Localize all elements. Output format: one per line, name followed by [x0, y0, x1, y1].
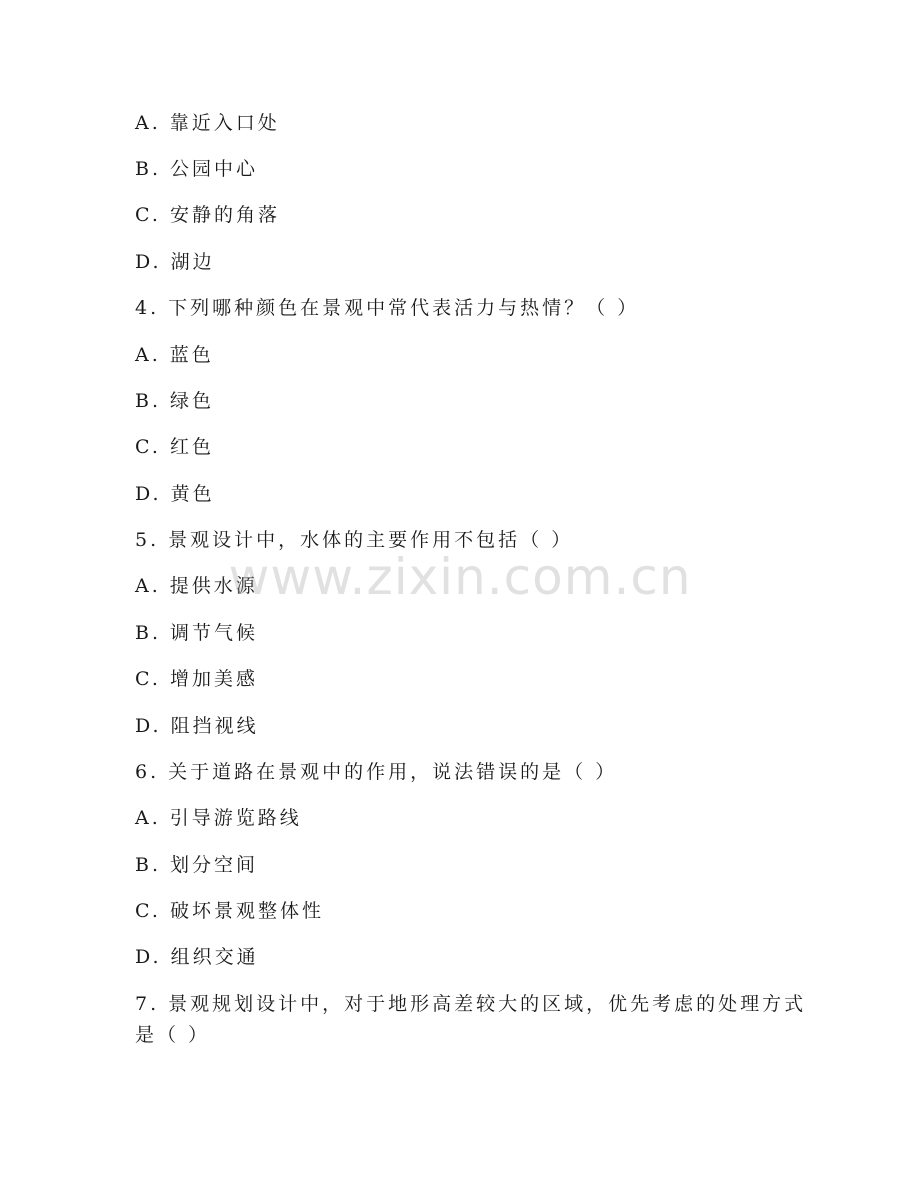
q5-option-c: C. 增加美感 — [135, 668, 258, 690]
q5-option-b: B. 调节气候 — [135, 622, 259, 644]
q3-option-b: B. 公园中心 — [135, 158, 259, 180]
question-7-continued: 是（ ） — [135, 1024, 211, 1046]
q3-option-c: C. 安静的角落 — [135, 204, 280, 226]
q4-option-b: B. 绿色 — [135, 390, 215, 412]
question-4: 4. 下列哪种颜色在景观中常代表活力与热情？（ ） — [135, 297, 640, 319]
q3-option-a: A. 靠近入口处 — [135, 112, 280, 134]
question-7: 7. 景观规划设计中，对于地形高差较大的区域，优先考虑的处理方式 — [135, 993, 807, 1015]
q3-option-d: D. 湖边 — [135, 251, 215, 273]
question-6: 6. 关于道路在景观中的作用，说法错误的是（ ） — [135, 761, 618, 783]
q6-option-d: D. 组织交通 — [135, 946, 259, 968]
watermark: www.zixin.com.cn — [228, 548, 692, 606]
q5-option-a: A. 提供水源 — [135, 575, 258, 597]
q6-option-b: B. 划分空间 — [135, 854, 259, 876]
q4-option-a: A. 蓝色 — [135, 344, 214, 366]
q6-option-a: A. 引导游览路线 — [135, 807, 302, 829]
q6-option-c: C. 破坏景观整体性 — [135, 900, 324, 922]
q4-option-d: D. 黄色 — [135, 483, 215, 505]
q4-option-c: C. 红色 — [135, 436, 214, 458]
q5-option-d: D. 阻挡视线 — [135, 715, 259, 737]
question-5: 5. 景观设计中，水体的主要作用不包括（ ） — [135, 529, 574, 551]
